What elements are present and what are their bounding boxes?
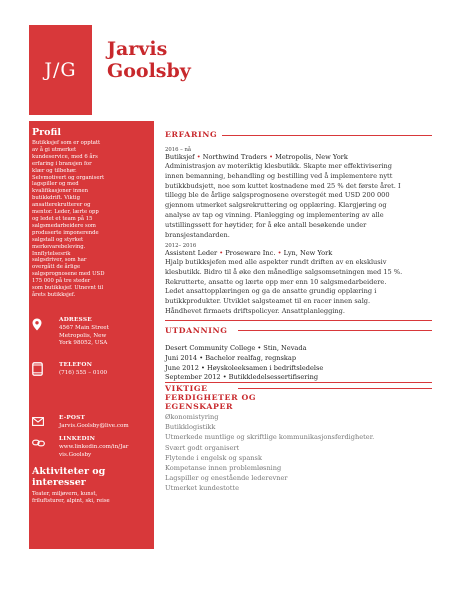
job-1-header: Butiksjef • Northwind Traders • Metropolis, New York — [165, 153, 348, 161]
skill-item: Utmerket kundestotte — [165, 484, 239, 493]
monogram: J/G — [44, 59, 77, 81]
profile-line: butikkdrift. Viktig — [32, 195, 80, 202]
education-bottom-rule — [165, 382, 432, 383]
sidebar — [29, 121, 154, 549]
job-description-line: innen bemanning, behandling og bestilling ved å implementere nytt — [165, 171, 393, 180]
skill-item: Kompetanse innen problemløsning — [165, 464, 282, 473]
skills-heading-line: FERDIGHETER OG — [165, 393, 257, 402]
profile-line: salgstall og styrket — [32, 236, 84, 243]
skill-item: Flytende i engelsk og spansk — [165, 453, 262, 462]
profile-line: av å gi utmerket — [32, 146, 77, 153]
education-rule — [238, 330, 432, 331]
job-description-line: Hjalp butikksjefen med alle aspekter rundt driften av en eksklusiv — [165, 258, 387, 266]
monogram-box — [29, 25, 92, 115]
profile-line: og ledet et team på 15 — [32, 215, 93, 222]
job-description-line: gjennom utmerket salgsrekruttering og opplæring. Klargjøring og — [165, 201, 387, 210]
profile-line: overgått de årlige — [32, 264, 81, 271]
skills-heading-line: EGENSKAPER — [165, 402, 234, 411]
job-description-line: bransjestandarden. — [165, 230, 230, 239]
profile-line: Innflytelsesrik — [32, 250, 71, 257]
job-description-line: utstillingssett for høytider, for å øke antall besøkende under — [165, 220, 367, 229]
profile-heading: Profil — [32, 127, 62, 138]
job-1-title: Butiksjef — [165, 153, 195, 161]
skills-list — [165, 412, 435, 494]
profile-line: ansatterekrutterer og — [32, 202, 91, 209]
profile-line: klær og tilbehør. — [32, 167, 77, 174]
job-description-line: Administrasjon av moteriktig klesbutikk. Skapte mer effektivisering — [165, 162, 393, 170]
profile-line: salgsprognosene med USD — [32, 271, 105, 278]
candidate-name — [107, 38, 191, 82]
location-pin-icon — [32, 318, 42, 331]
profile-line: Butikksjef som er opptatt — [32, 140, 101, 146]
job-2-location: Lyn, New York — [283, 249, 333, 257]
activities-text — [32, 491, 150, 505]
education-item: June 2012 • Høyskoleeksamen i bedriftsledelse — [165, 363, 324, 372]
experience-heading: ERFARING — [165, 130, 218, 139]
job-2-description — [165, 258, 435, 317]
education-list — [165, 344, 435, 383]
job-description-line: Rekrutterte, ansatte og lærte opp mer enn 10 salgsmedarbeidere. — [165, 277, 387, 286]
profile-line: kundeservice, med 6 års — [32, 153, 98, 160]
skill-item: Butikklogistikk — [165, 423, 216, 432]
job-2-company: Proseware Inc. — [225, 249, 276, 257]
profile-line: salgsdriver, som har — [32, 257, 87, 264]
address-label: ADRESSE — [59, 317, 92, 323]
job-2-header: Assistent Leder • Proseware Inc. • Lyn, New York — [165, 249, 333, 257]
education-item: September 2012 • Butikkledelsessertifisering — [165, 373, 319, 382]
linkedin-line: vis.Goolsby — [59, 451, 92, 458]
profile-line: Selvmotivert og organisert — [32, 174, 105, 181]
profile-line: årets butikksjef. — [32, 291, 76, 298]
job-description-line: Ledet ansattopplæringen og ga de ansatte grundig opplæring i — [165, 287, 377, 296]
linkedin-label: LINKEDIN — [59, 436, 96, 442]
education-heading: UTDANNING — [165, 326, 228, 335]
linkedin-value[interactable] — [59, 444, 128, 459]
address-value — [59, 325, 109, 348]
profile-line: lagspiller og med — [32, 181, 79, 188]
job-description-line: Håndhevet firmaets driftspolicyer. Ansattplanlegging. — [165, 306, 345, 315]
job-1-company: Northwind Traders — [202, 153, 267, 161]
profile-text — [32, 140, 132, 299]
first-name: Jarvis — [107, 38, 168, 60]
skill-item: Svært godt organisert — [165, 443, 240, 452]
activities-heading — [32, 466, 105, 488]
last-name: Goolsby — [107, 60, 191, 82]
experience-rule — [222, 135, 432, 136]
skills-heading-line: VIKTIGE — [165, 384, 208, 393]
profile-line: 175 000 på tre steder — [32, 278, 91, 285]
linkedin-line: www.linkedin.com/in/Jar — [59, 444, 129, 450]
skill-item: Lagspiller og enestående lederevner — [165, 474, 288, 483]
activities-heading-line: Aktiviteter og — [32, 466, 106, 477]
job-2-dates: 2012– 2016 — [165, 243, 197, 249]
phone-label: TELEFON — [59, 362, 93, 368]
profile-line: merkevarebeleving. — [32, 243, 86, 250]
link-icon — [32, 439, 45, 447]
education-item: Desert Community College • Stin, Nevada — [165, 344, 307, 352]
activities-heading-line: interesser — [32, 477, 86, 488]
job-description-line: tillegg ble de årlige salgsprognosene overstegét med USD 200 000 — [165, 191, 390, 200]
profile-line: kvalifikasjoner innen — [32, 188, 89, 195]
email-label: E-POST — [59, 415, 86, 421]
job-description-line: butikkbudsjett, noe som kuttet kostnadene med 25 % det første året. I — [165, 181, 401, 190]
skill-item: Økonomistyring — [165, 413, 219, 421]
job-2-title: Assistent Leder — [165, 249, 218, 257]
skill-item: Utmerkede muntlige og skriftlige kommunikasjonsferdigheter. — [165, 433, 375, 442]
job-description-line: butikkprodukter. Utviklet salgsteamet til en racer innen salg. — [165, 297, 371, 306]
profile-line: mentor. Leder, lærte opp — [32, 209, 99, 216]
address-line: York 98052, USA — [59, 340, 108, 346]
skills-rule — [238, 388, 432, 389]
address-line: 4567 Main Street — [59, 325, 109, 331]
email-icon — [32, 417, 44, 426]
job-description-line: klesbutikk. Bidro til å øke den månedlige salgsomsetningen med 15 %. — [165, 267, 403, 276]
profile-line: produserte imponerende — [32, 229, 99, 236]
education-item: Juni 2014 • Bachelor realfag, regnskap — [165, 353, 297, 362]
address-line: Metropolis, New — [59, 332, 107, 339]
job-1-description — [165, 162, 435, 240]
job-1-location: Metropolis, New York — [275, 153, 348, 161]
experience-bottom-rule — [165, 320, 432, 321]
profile-line: salgsmedarbeidere som — [32, 222, 96, 229]
activities-line: friluftsturer, alpint, ski, reise — [32, 497, 110, 504]
email-value[interactable]: Jarvis.Goolsby@live.com — [59, 423, 129, 429]
profile-line: erfaring i bransjen for — [32, 160, 92, 167]
activities-line: Teater, miljøvern, kunst, — [32, 491, 98, 497]
job-1-dates: 2016 – nå — [165, 147, 192, 153]
phone-icon — [32, 362, 43, 376]
phone-value: (716) 555 – 0100 — [59, 370, 108, 376]
job-description-line: analyse av tap og vinning. Planlegging og implementering av alle — [165, 210, 384, 219]
profile-line: som butikksjef. Utnevnt til — [32, 285, 104, 292]
